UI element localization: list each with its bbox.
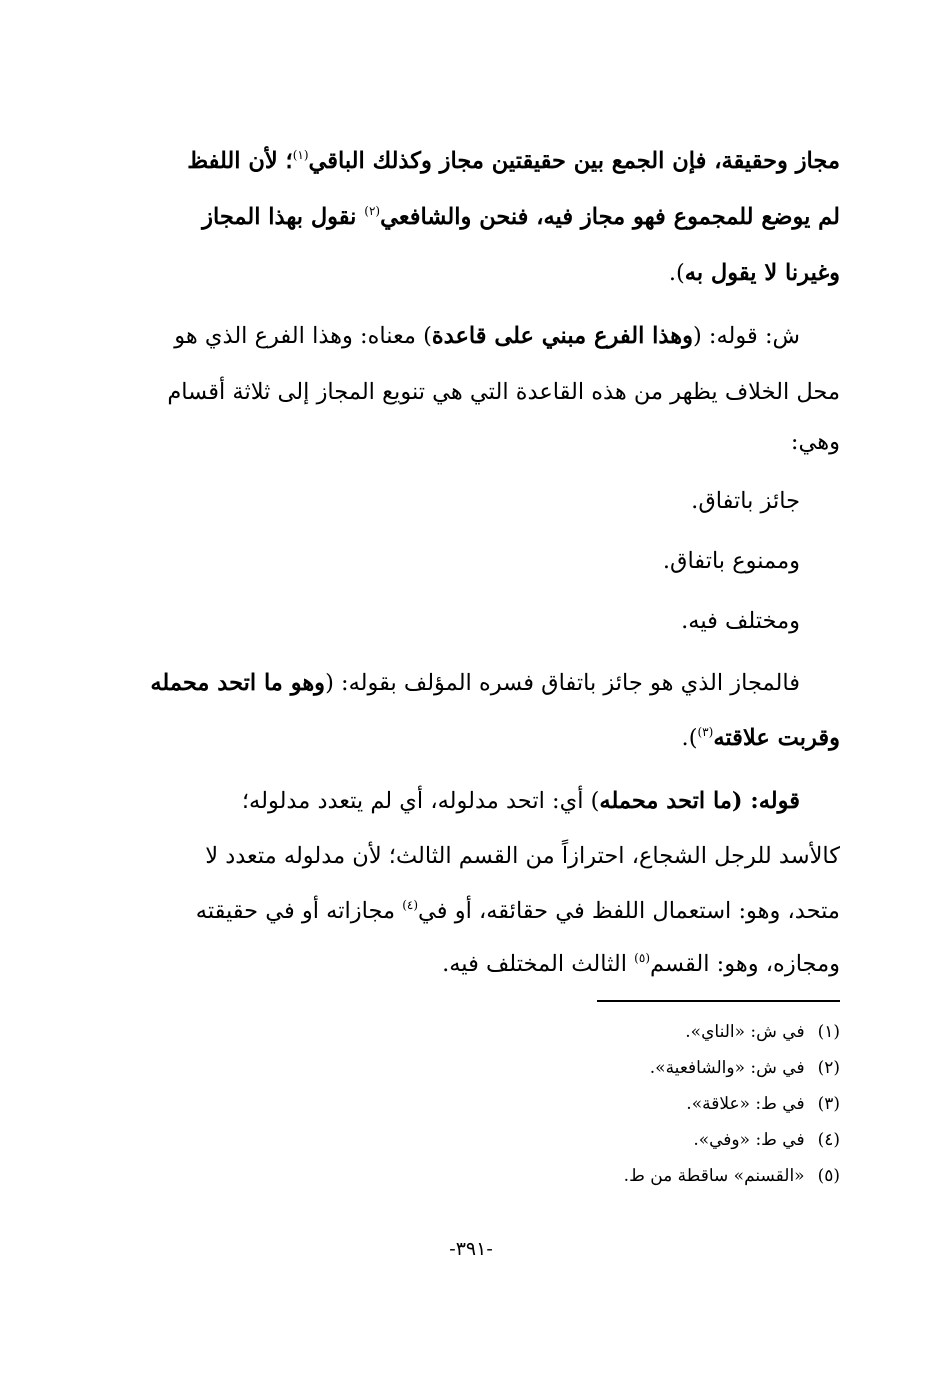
footnote — [686, 1086, 840, 1122]
footnote-separator — [597, 1000, 840, 1002]
footnote-number: (٤) — [817, 1130, 840, 1150]
text-segment: مجازاته أو في حقيقته — [195, 898, 403, 924]
footnote — [693, 1122, 840, 1158]
text-line — [132, 712, 840, 764]
footnote-text: في ش: «الناي». — [685, 1022, 805, 1042]
text-segment: محل الخلاف يظهر من هذه القاعدة التي هي تنويع المجاز إلى ثلاثة أقسام — [167, 379, 840, 405]
text-segment: ) أي: اتحد مدلوله، أي لم يتعدد مدلوله؛ — [241, 788, 600, 814]
text-segment: فالمجاز الذي هو جائز باتفاق فسره المؤلف بقوله: ( — [325, 670, 800, 696]
footnote-number: (١) — [817, 1022, 840, 1042]
footnote-text: «القسنم» ساقطة من ط. — [623, 1166, 805, 1186]
text-segment: لم يوضع للمجموع فهو مجاز فيه، فنحن والشافعي — [380, 204, 840, 230]
footnote-number: (٥) — [817, 1166, 840, 1186]
text-segment: مجاز وحقيقة، فإن الجمع بين حقيقتين مجاز وكذلك الباقي — [308, 148, 840, 174]
text-line — [132, 535, 840, 587]
text-line — [132, 416, 840, 468]
text-line — [132, 366, 840, 418]
footnote — [650, 1050, 840, 1086]
text-line — [132, 595, 840, 647]
text-line — [132, 310, 840, 362]
footnote-number: (٢) — [817, 1058, 840, 1078]
text-segment: جائز باتفاق. — [691, 488, 800, 514]
footnote-ref: (٥) — [634, 951, 650, 965]
text-line — [132, 247, 840, 299]
footnote-number: (٣) — [817, 1094, 840, 1114]
text-segment: ش: قوله: ( — [692, 323, 800, 349]
text-segment: وقربت علاقته — [713, 725, 840, 751]
footnote-text: في ش: «والشافعية». — [649, 1058, 805, 1078]
text-line — [132, 475, 840, 527]
text-segment: ). — [668, 260, 685, 286]
text-segment: ومجازه، وهو: القسم — [650, 951, 840, 977]
text-line — [132, 135, 840, 187]
text-segment: كالأسد للرجل الشجاع، احترازاً من القسم الثالث؛ لأن مدلوله متعدد لا — [205, 843, 840, 869]
text-line — [132, 938, 840, 990]
text-segment: وهي: — [790, 429, 840, 455]
text-line — [132, 830, 840, 882]
footnote-text: في ط: «علاقة». — [686, 1094, 805, 1114]
footnote — [624, 1158, 840, 1194]
footnote-text: في ط: «وفي». — [693, 1130, 805, 1150]
text-line — [132, 191, 840, 243]
text-segment: ؛ لأن اللفظ — [187, 148, 293, 174]
footnote — [685, 1014, 840, 1050]
text-segment: وممنوع باتفاق. — [662, 548, 800, 574]
text-segment: نقول بهذا المجاز — [202, 204, 365, 230]
footnote-ref: (١) — [292, 148, 309, 162]
text-segment: وهو ما اتحد محمله — [150, 670, 326, 696]
text-line — [132, 775, 840, 827]
page-number: -٣٩١- — [449, 1238, 493, 1260]
text-segment: وغيرنا لا يقول به — [684, 260, 840, 286]
text-line — [132, 657, 840, 709]
text-segment: متحد، وهو: استعمال اللفظ في حقائقه، أو في — [418, 898, 840, 924]
text-segment: ). — [681, 725, 698, 751]
footnote-ref: (٤) — [402, 898, 419, 912]
text-segment: ما اتحد محمله — [599, 788, 732, 814]
text-segment: ومختلف فيه. — [681, 608, 800, 634]
text-segment: قوله: ( — [731, 788, 800, 814]
text-segment: الثالث المختلف فيه. — [442, 951, 635, 977]
text-segment: ) معناه: وهذا الفرع الذي هو — [174, 323, 432, 349]
footnote-ref: (٣) — [697, 725, 714, 739]
footnote-ref: (٢) — [364, 204, 381, 218]
text-line — [132, 885, 840, 937]
text-segment: وهذا الفرع مبني على قاعدة — [431, 323, 693, 349]
